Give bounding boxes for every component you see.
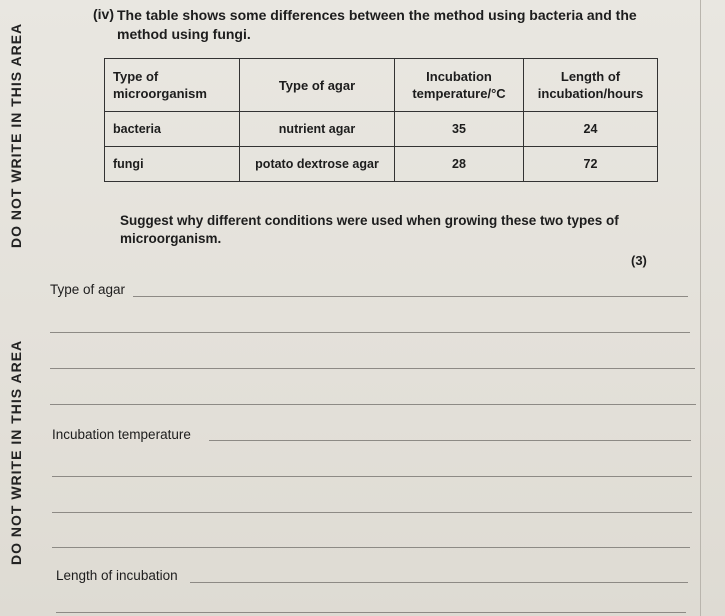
answer-line[interactable] <box>52 547 690 548</box>
header-microorganism: Type of microorganism <box>105 59 240 112</box>
question-prompt: Suggest why different conditions were used when growing these two types of microorganism. <box>120 213 619 246</box>
table-header-row <box>105 59 658 112</box>
header-temperature: Incubation temperature/°C <box>395 59 524 112</box>
conditions-table <box>104 58 658 182</box>
page-edge <box>700 0 701 616</box>
answer-line[interactable] <box>190 582 688 583</box>
marks-badge: (3) <box>631 253 647 268</box>
cell-organism: bacteria <box>105 112 240 147</box>
answer-line[interactable] <box>50 332 690 333</box>
margin-warning-bottom: DO NOT WRITE IN THIS AREA <box>8 339 24 565</box>
answer-label-temperature: Incubation temperature <box>52 427 191 442</box>
header-agar: Type of agar <box>240 59 395 112</box>
cell-length: 72 <box>524 147 658 182</box>
answer-line[interactable] <box>133 296 688 297</box>
question-text: The table shows some differences between the method using bacteria and the method using fungi. <box>117 7 637 42</box>
cell-organism: fungi <box>105 147 240 182</box>
answer-label-agar: Type of agar <box>50 282 126 297</box>
answer-line[interactable] <box>50 404 696 405</box>
cell-agar: potato dextrose agar <box>240 147 395 182</box>
header-length: Length of incubation/hours <box>524 59 658 112</box>
margin-warning-top: DO NOT WRITE IN THIS AREA <box>8 22 24 248</box>
answer-line[interactable] <box>52 476 692 477</box>
table-row <box>105 147 658 182</box>
cell-agar: nutrient agar <box>240 112 395 147</box>
answer-line[interactable] <box>50 368 695 369</box>
cell-length: 24 <box>524 112 658 147</box>
answer-line[interactable] <box>56 612 686 613</box>
cell-temperature: 35 <box>395 112 524 147</box>
question-number: (iv) <box>93 6 114 22</box>
table-row <box>105 112 658 147</box>
cell-temperature: 28 <box>395 147 524 182</box>
answer-label-length: Length of incubation <box>56 568 178 583</box>
answer-line[interactable] <box>209 440 691 441</box>
answer-line[interactable] <box>52 512 692 513</box>
